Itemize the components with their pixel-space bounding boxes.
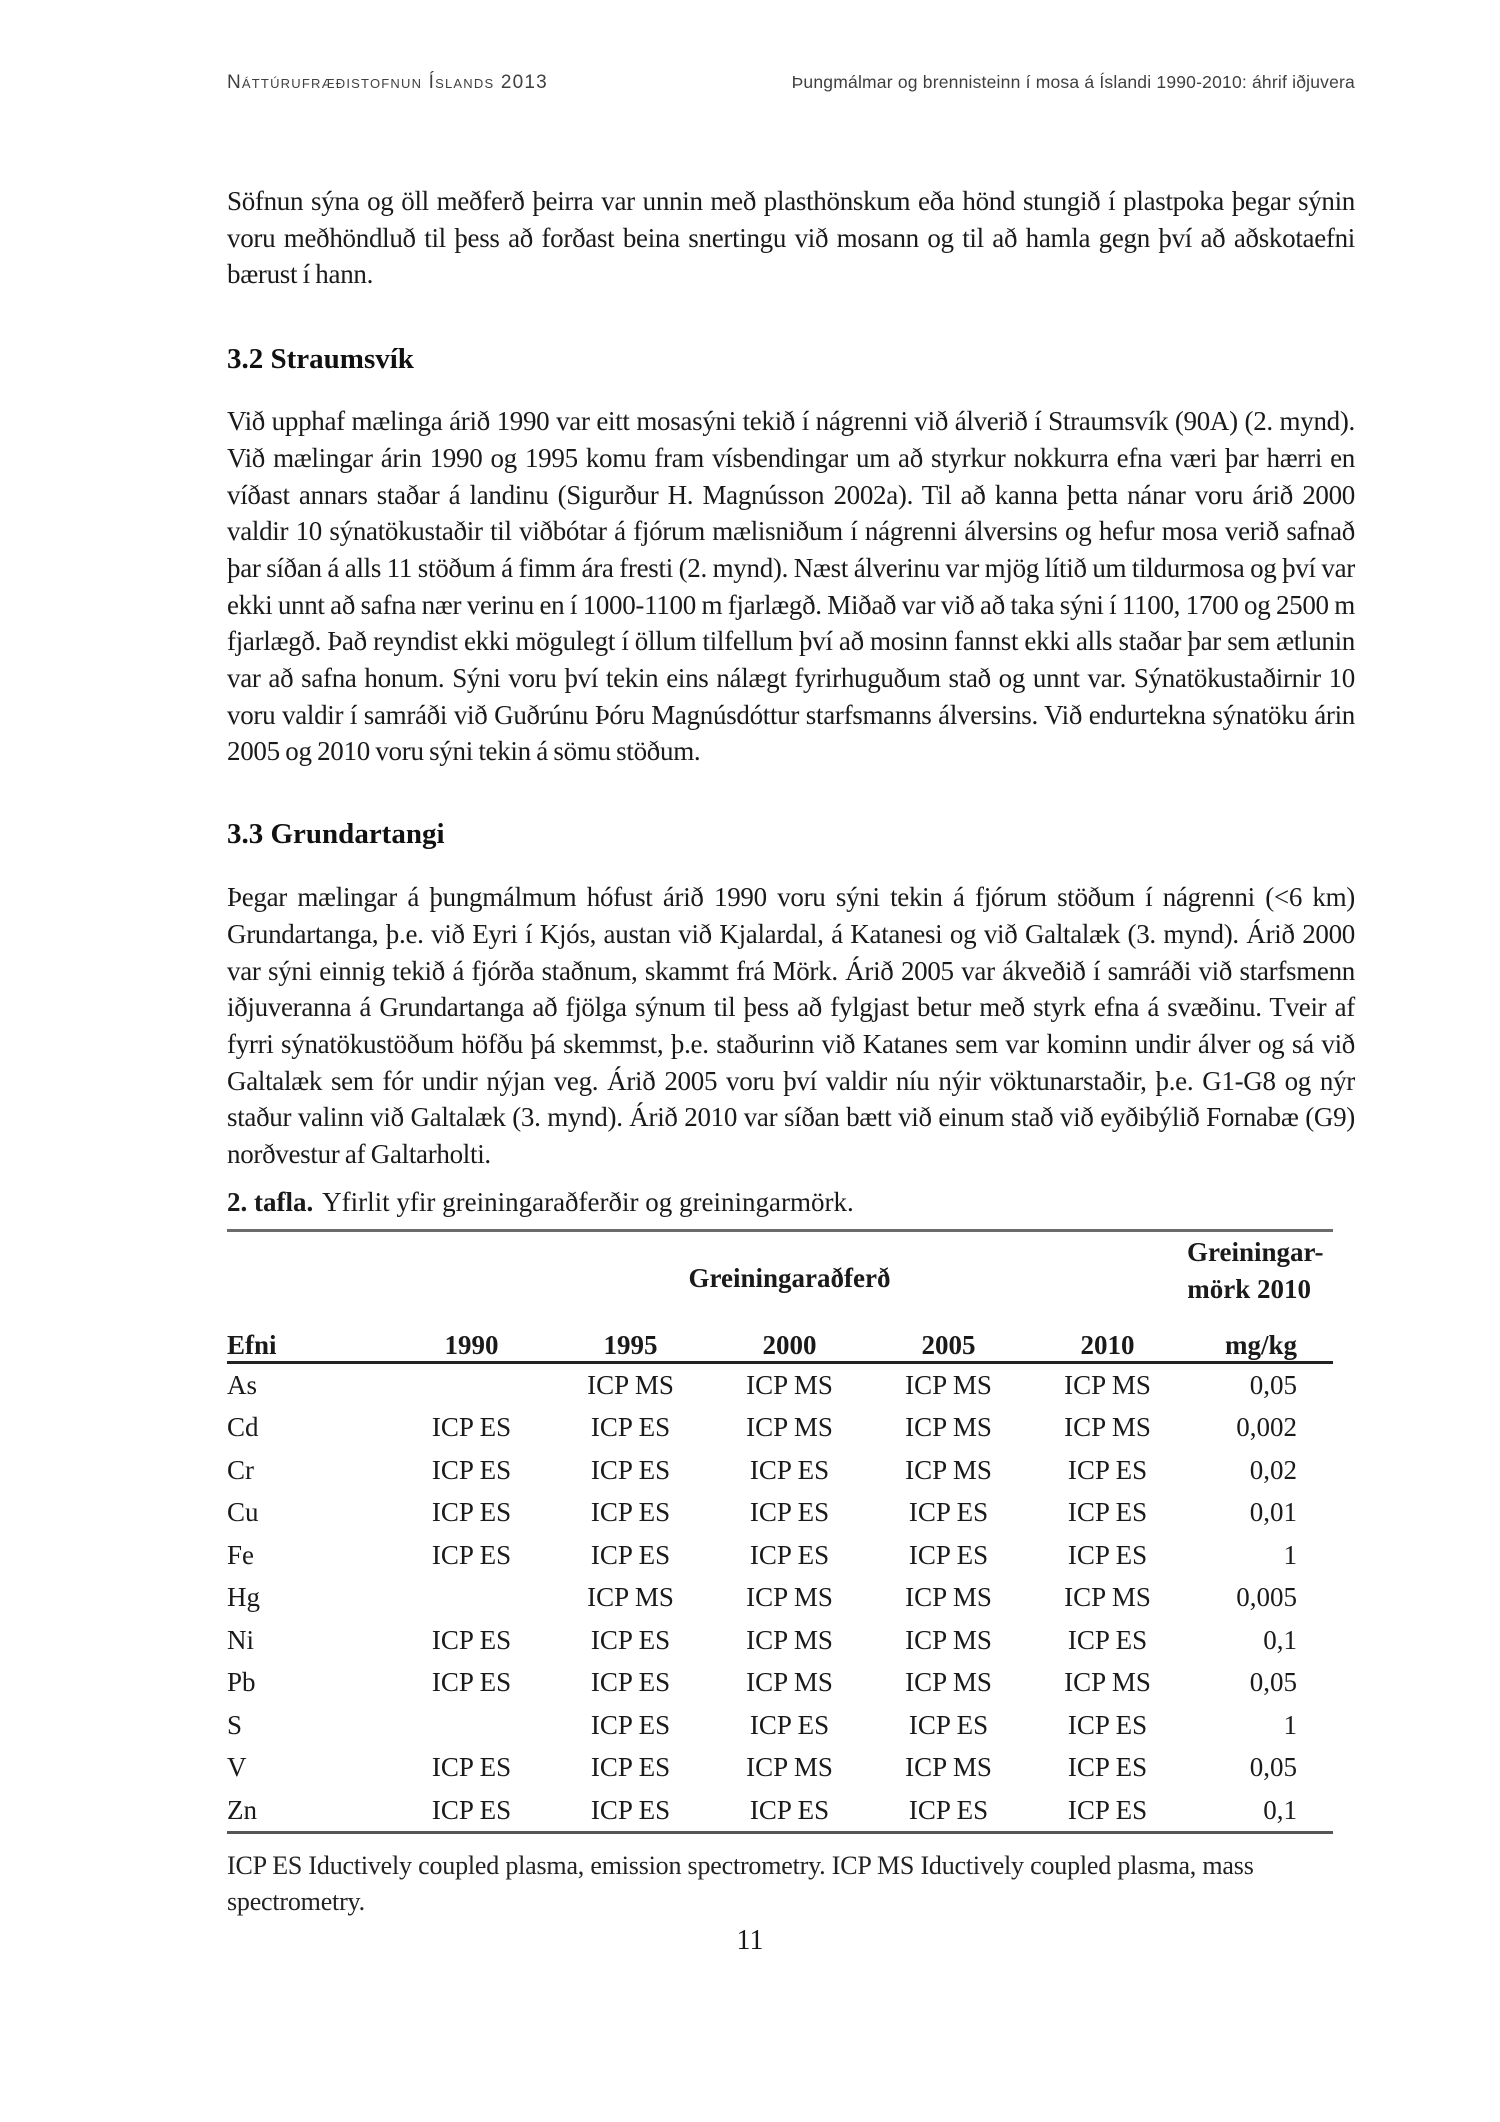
column-header-mgkg: mg/kg: [1224, 1329, 1297, 1360]
cell-method: ICP ES: [749, 1454, 830, 1485]
table-caption-label: 2. tafla.: [227, 1186, 314, 1217]
cell-method: ICP ES: [431, 1539, 512, 1570]
cell-method: ICP MS: [905, 1412, 992, 1443]
cell-limit: 0,05: [1249, 1369, 1297, 1400]
limit-group-header-line2: mörk 2010: [1187, 1273, 1311, 1304]
cell-method: [392, 1364, 551, 1407]
limit-group-header-line1: Greiningar-: [1187, 1236, 1324, 1267]
limit-group-header: [1187, 1232, 1333, 1308]
cell-method: ICP ES: [590, 1624, 671, 1655]
cell-method: ICP MS: [905, 1582, 992, 1613]
cell-method: ICP MS: [1064, 1667, 1151, 1698]
cell-method: ICP MS: [905, 1369, 992, 1400]
cell-method: ICP ES: [431, 1497, 512, 1528]
section-heading-grundartangi: 3.3 Grundartangi: [227, 818, 445, 851]
cell-method: ICP ES: [431, 1624, 512, 1655]
cell-method: ICP ES: [590, 1412, 671, 1443]
cell-method: ICP MS: [905, 1667, 992, 1698]
cell-limit: 0,1: [1263, 1624, 1297, 1655]
page-number: 11: [736, 1925, 764, 1957]
cell-limit: 0,005: [1236, 1582, 1297, 1613]
cell-method: ICP ES: [749, 1497, 830, 1528]
column-header-2010: 2010: [1080, 1329, 1135, 1360]
cell-method: ICP MS: [746, 1667, 833, 1698]
table-row-cr: [227, 1449, 1333, 1492]
cell-element: S: [227, 1709, 243, 1740]
cell-element: Fe: [227, 1539, 254, 1570]
table-caption-text: Yfirlit yfir greiningaraðferðir og greiningarmörk.: [322, 1186, 854, 1217]
cell-limit: 1: [1283, 1539, 1297, 1570]
cell-method: ICP ES: [1067, 1497, 1148, 1528]
cell-limit: 0,05: [1249, 1752, 1297, 1783]
table-row-hg: [227, 1576, 1333, 1619]
cell-method: ICP MS: [587, 1369, 674, 1400]
cell-limit: 0,1: [1263, 1794, 1297, 1825]
cell-method: ICP ES: [749, 1794, 830, 1825]
cell-method: ICP ES: [908, 1497, 989, 1528]
cell-method: ICP ES: [749, 1539, 830, 1570]
cell-method: ICP ES: [431, 1454, 512, 1485]
column-header-1995: 1995: [603, 1329, 658, 1360]
report-title-header: Þungmálmar og brennisteinn í mosa á Íslandi 1990-2010: áhrif iðjuvera: [791, 72, 1355, 92]
cell-limit: 1: [1283, 1709, 1297, 1740]
page-content: [0, 72, 1500, 1956]
table-row-s: [227, 1704, 1333, 1747]
cell-method: ICP ES: [1067, 1752, 1148, 1783]
cell-element: Cu: [227, 1497, 259, 1528]
cell-method: ICP MS: [905, 1752, 992, 1783]
cell-limit: 0,02: [1249, 1454, 1297, 1485]
cell-method: ICP ES: [1067, 1624, 1148, 1655]
cell-method: ICP ES: [1067, 1539, 1148, 1570]
cell-method: ICP ES: [431, 1667, 512, 1698]
publisher-header: Náttúrufræðistofnun Íslands 2013: [227, 72, 548, 93]
table-footnote: ICP ES Iductively coupled plasma, emission spectrometry. ICP MS Iductively coupled plasma, mass spectrometry.: [227, 1851, 1254, 1917]
analysis-methods-table: [227, 1229, 1333, 1835]
cell-method: ICP ES: [590, 1667, 671, 1698]
cell-method: ICP ES: [1067, 1709, 1148, 1740]
method-group-header: Greiningaraðferð: [688, 1263, 891, 1294]
cell-method: ICP MS: [905, 1454, 992, 1485]
cell-method: ICP ES: [590, 1752, 671, 1783]
cell-element: Zn: [227, 1794, 257, 1825]
cell-method: ICP ES: [590, 1454, 671, 1485]
cell-method: ICP MS: [1064, 1582, 1151, 1613]
cell-element: Ni: [227, 1624, 254, 1655]
cell-method: ICP MS: [905, 1624, 992, 1655]
table-row-cd: [227, 1406, 1333, 1449]
running-header: [227, 72, 1355, 94]
section-heading-straumsvik: 3.2 Straumsvík: [227, 343, 414, 376]
cell-method: ICP MS: [1064, 1412, 1151, 1443]
cell-method: ICP MS: [746, 1369, 833, 1400]
table-row-fe: [227, 1534, 1333, 1577]
table-row-ni: [227, 1619, 1333, 1662]
straumsvik-paragraph: Við upphaf mælinga árið 1990 var eitt mosasýni tekið í nágrenni við álverið í Straumsvík (90A) (2. mynd). Við mælingar árin 1990 og 1995 komu fram vísbendingar um að styrkur nokkurra efna væri þar hærri en víðast annars staðar á landinu (Sigurður H. Magnússon 2002a). Til að kanna þetta nánar voru árið 2000 valdir 10 sýnatökustaðir til viðbótar á fjórum mælisniðum í nágrenni álversins og hefur mosa verið safnað þar síðan á alls 11 stöðum á fimm ára fresti (2. mynd). Næst álverinu var mjög lítið um tildurmosa og því var ekki unnt að safna nær verinu en í 1000-1100 m fjarlægð. Miðað var við að taka sýni í 1100, 1700 og 2500 m fjarlægð. Það reyndist ekki mögulegt í öllum tilfellum því að mosinn fannst ekki alls staðar þar sem ætlunin var að safna honum. Sýni voru því tekin eins nálægt fyrirhuguðum stað og unnt var. Sýnatökustaðirnir 10 voru valdir í samráði við Guðrúnu Þóru Magnúsdóttur starfsmanns álversins. Við endurtekna sýnatöku árin 2005 og 2010 voru sýni tekin á sömu stöðum.: [227, 406, 1355, 767]
column-header-2005: 2005: [921, 1329, 976, 1360]
table-group-header-row: [227, 1232, 1333, 1326]
cell-method: ICP MS: [746, 1752, 833, 1783]
cell-method: ICP ES: [908, 1794, 989, 1825]
grundartangi-paragraph: Þegar mælingar á þungmálmum hófust árið 1990 voru sýni tekin á fjórum stöðum í nágrenni (<6 km) Grundartanga, þ.e. við Eyri í Kjós, austan við Kjalardal, á Katanesi og við Galtalæk (3. mynd). Árið 2000 var sýni einnig tekið á fjórða staðnum, skammt frá Mörk. Árið 2005 var ákveðið í samráði við starfsmenn iðjuveranna á Grundartanga að fjölga sýnum til þess að fylgjast betur með styrk efna á svæðinu. Tveir af fyrri sýnatökustöðum höfðu þá skemmst, þ.e. staðurinn við Katanes sem var kominn undir álver og sá við Galtalæk sem fór undir nýjan veg. Árið 2005 voru því valdir níu nýir vöktunarstaðir, þ.e. G1-G8 og nýr staður valinn við Galtalæk (3. mynd). Árið 2010 var síðan bætt við einum stað við eyðibýlið Fornabæ (G9) norðvestur af Galtarholti.: [227, 882, 1355, 1170]
cell-method: ICP MS: [746, 1412, 833, 1443]
intro-paragraph: Söfnun sýna og öll meðferð þeirra var unnin með plasthönskum eða hönd stungið í plastpoka þegar sýnin voru meðhöndluð til þess að forðast beina snertingu við mosann og til að hamla gegn því að aðskotaefni bærust í hann.: [227, 186, 1355, 290]
column-header-2000: 2000: [762, 1329, 817, 1360]
cell-method: ICP MS: [587, 1582, 674, 1613]
cell-method: ICP ES: [590, 1497, 671, 1528]
table-row-as: [227, 1364, 1333, 1407]
cell-method: ICP MS: [1064, 1369, 1151, 1400]
cell-method: ICP ES: [1067, 1454, 1148, 1485]
cell-method: ICP ES: [749, 1709, 830, 1740]
column-header-efni: Efni: [227, 1329, 277, 1360]
cell-element: Cd: [227, 1412, 259, 1443]
cell-method: ICP ES: [431, 1752, 512, 1783]
table-row-zn: [227, 1789, 1333, 1832]
table-row-v: [227, 1746, 1333, 1789]
table-column-header-row: [227, 1326, 1333, 1364]
cell-method: ICP ES: [590, 1794, 671, 1825]
cell-method: ICP MS: [746, 1624, 833, 1655]
cell-element: Pb: [227, 1667, 256, 1698]
cell-element: Cr: [227, 1454, 254, 1485]
cell-method: [392, 1704, 551, 1747]
cell-limit: 0,05: [1249, 1667, 1297, 1698]
cell-method: ICP ES: [1067, 1794, 1148, 1825]
column-header-1990: 1990: [444, 1329, 499, 1360]
table-row-pb: [227, 1661, 1333, 1704]
table-row-cu: [227, 1491, 1333, 1534]
cell-element: V: [227, 1752, 247, 1783]
cell-method: ICP ES: [590, 1539, 671, 1570]
cell-method: ICP MS: [746, 1582, 833, 1613]
table-caption: [227, 1185, 1355, 1219]
cell-method: ICP ES: [908, 1709, 989, 1740]
cell-method: ICP ES: [431, 1412, 512, 1443]
cell-method: [392, 1576, 551, 1619]
cell-limit: 0,01: [1249, 1497, 1297, 1528]
group-header-spacer: [227, 1232, 392, 1326]
cell-element: As: [227, 1369, 258, 1400]
cell-method: ICP ES: [908, 1539, 989, 1570]
cell-element: Hg: [227, 1582, 260, 1613]
cell-method: ICP ES: [590, 1709, 671, 1740]
cell-method: ICP ES: [431, 1794, 512, 1825]
cell-limit: 0,002: [1236, 1412, 1297, 1443]
